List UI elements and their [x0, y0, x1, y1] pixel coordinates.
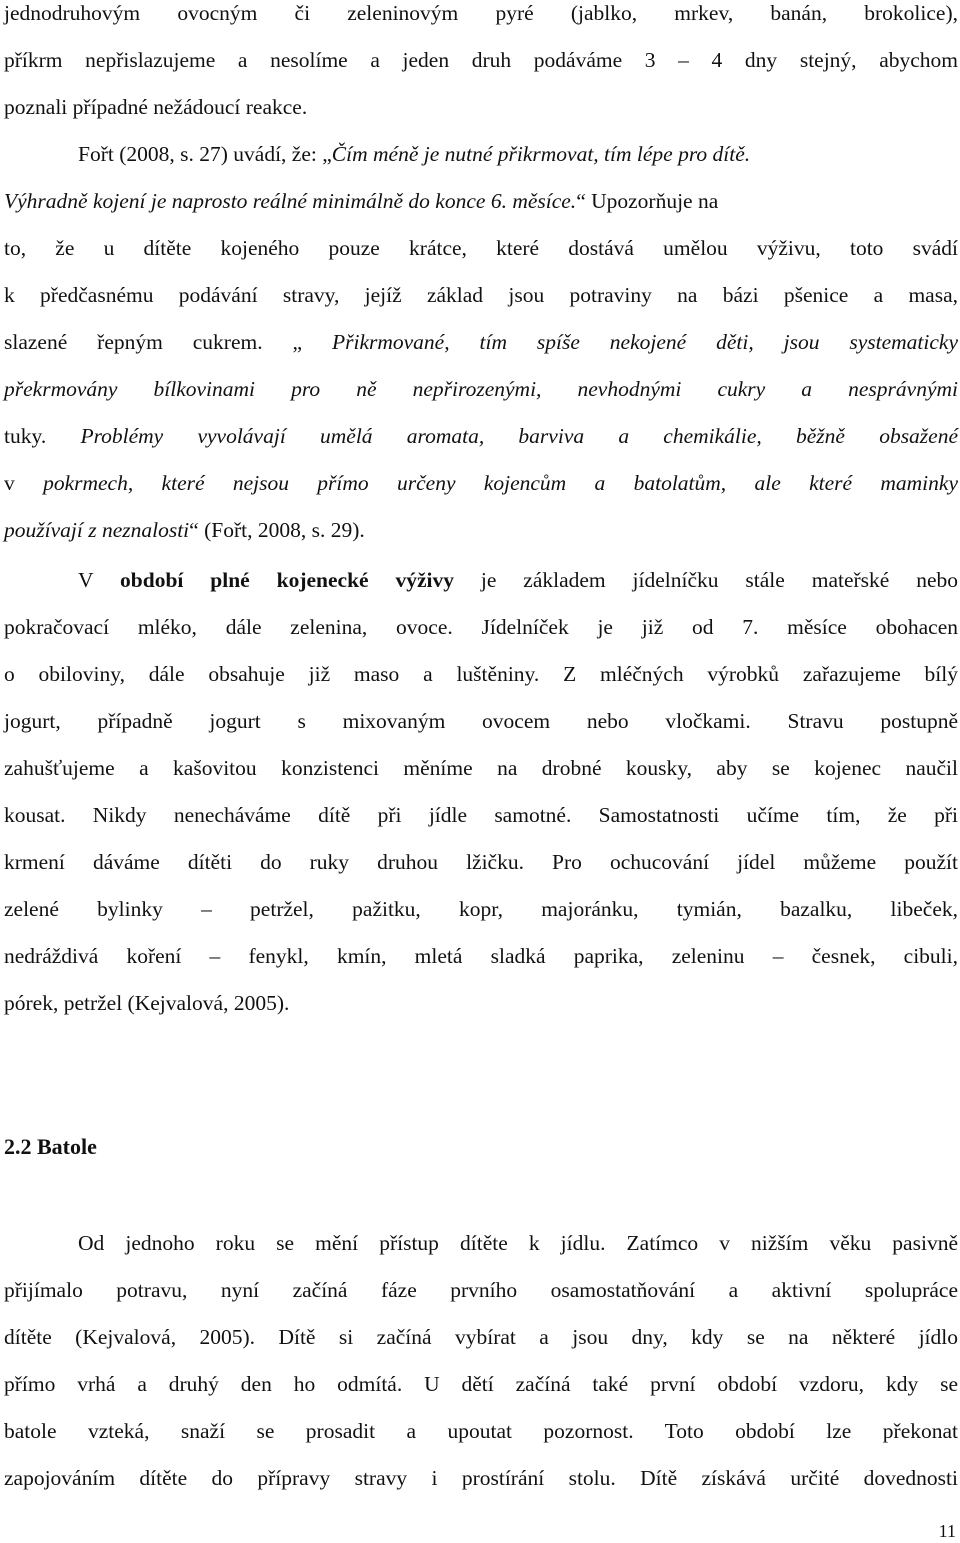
quote-text: překrmovány bílkovinami pro ně nepřirozenými, nevhodnými cukry a nesprávnými — [4, 377, 958, 401]
section-heading: 2.2 Batole — [4, 1134, 97, 1159]
paragraph-line — [4, 513, 958, 547]
text-run: tuky. — [4, 424, 47, 448]
paragraph-line: dítěte (Kejvalová, 2005). Dítě si začíná vybírat a jsou dny, kdy se na některé jídlo — [4, 1325, 958, 1349]
paragraph-line: Od jednoho roku se mění přístup dítěte k jídlu. Zatímco v nižším věku pasivně — [78, 1231, 958, 1255]
text-run: v — [4, 471, 44, 495]
quote-text: pokrmech, které nejsou přímo určeny kojencům a batolatům, ale které maminky — [43, 471, 958, 495]
paragraph-line: příkrm nepřislazujeme a nesolíme a jeden druh podáváme 3 – 4 dny stejný, abychom — [4, 48, 958, 72]
paragraph-line: pokračovací mléko, dále zelenina, ovoce. Jídelníček je již od 7. měsíce obohacen — [4, 615, 958, 639]
paragraph-line: přijímalo potravu, nyní začíná fáze prvního osamostatňování a aktivní spolupráce — [4, 1278, 958, 1302]
quote-text: Přikrmované, tím spíše nekojené děti, jsou systematicky — [331, 330, 959, 354]
paragraph-line — [4, 419, 958, 453]
paragraph-line: to, že u dítěte kojeného pouze krátce, které dostává umělou výživu, toto svádí — [4, 236, 958, 260]
paragraph-line — [78, 563, 958, 597]
paragraph-line: přímo vrhá a druhý den ho odmítá. U dětí začíná také první období vzdoru, kdy se — [4, 1372, 958, 1396]
text-run: V — [78, 568, 121, 592]
paragraph-line: k předčasnému podávání stravy, jejíž základ jsou potraviny na bázi pšenice a masa, — [4, 283, 958, 307]
quote-text: Výhradně kojení je naprosto reálné minimálně do konce 6. měsíce. — [4, 189, 577, 213]
paragraph-line: batole vzteká, snaží se prosadit a upoutat pozornost. Toto období lze překonat — [4, 1419, 958, 1443]
paragraph-line: poznali případné nežádoucí reakce. — [4, 95, 308, 119]
paragraph-line — [4, 184, 958, 218]
quote-text: Problémy vyvolávají umělá aromata, barviva a chemikálie, běžně obsažené — [80, 424, 959, 448]
emphasis-text: období plné kojenecké výživy — [120, 568, 454, 592]
text-run: Fořt (2008, s. 27) uvádí, že: „ — [78, 142, 332, 166]
paragraph-line: zapojováním dítěte do přípravy stravy i prostírání stolu. Dítě získává určité dovednosti — [4, 1466, 958, 1490]
paragraph-line: krmení dáváme dítěti do ruky druhou lžičku. Pro ochucování jídel můžeme použít — [4, 850, 958, 874]
paragraph-line — [78, 137, 958, 171]
text-run: je základem jídelníčku stále mateřské nebo — [453, 568, 959, 592]
paragraph-line: zelené bylinky – petržel, pažitku, kopr, majoránku, tymián, bazalku, libeček, — [4, 897, 958, 921]
text-run: “ Upozorňuje na — [576, 189, 719, 213]
paragraph-line — [4, 325, 958, 359]
paragraph-line: pórek, petržel (Kejvalová, 2005). — [4, 991, 290, 1015]
text-run: slazené řepným cukrem. „ — [4, 330, 303, 354]
paragraph-line — [4, 372, 958, 406]
paragraph-line: zahušťujeme a kašovitou konzistenci měníme na drobné kousky, aby se kojenec naučil — [4, 756, 958, 780]
paragraph-line: o obiloviny, dále obsahuje již maso a luštěniny. Z mléčných výrobků zařazujeme bílý — [4, 662, 958, 686]
page-number: 11 — [938, 1521, 956, 1541]
text-run: “ (Fořt, 2008, s. 29). — [189, 518, 365, 542]
paragraph-line: nedráždivá koření – fenykl, kmín, mletá sladká paprika, zeleninu – česnek, cibuli, — [4, 944, 958, 968]
paragraph-line: jednodruhovým ovocným či zeleninovým pyré (jablko, mrkev, banán, brokolice), — [4, 1, 958, 25]
paragraph-line: jogurt, případně jogurt s mixovaným ovocem nebo vločkami. Stravu postupně — [4, 709, 958, 733]
paragraph-line — [4, 466, 958, 500]
quote-text: Čím méně je nutné přikrmovat, tím lépe pro dítě. — [331, 142, 751, 166]
quote-text: používají z neznalosti — [4, 518, 190, 542]
paragraph-line: kousat. Nikdy nenecháváme dítě při jídle samotné. Samostatnosti učíme tím, že při — [4, 803, 958, 827]
